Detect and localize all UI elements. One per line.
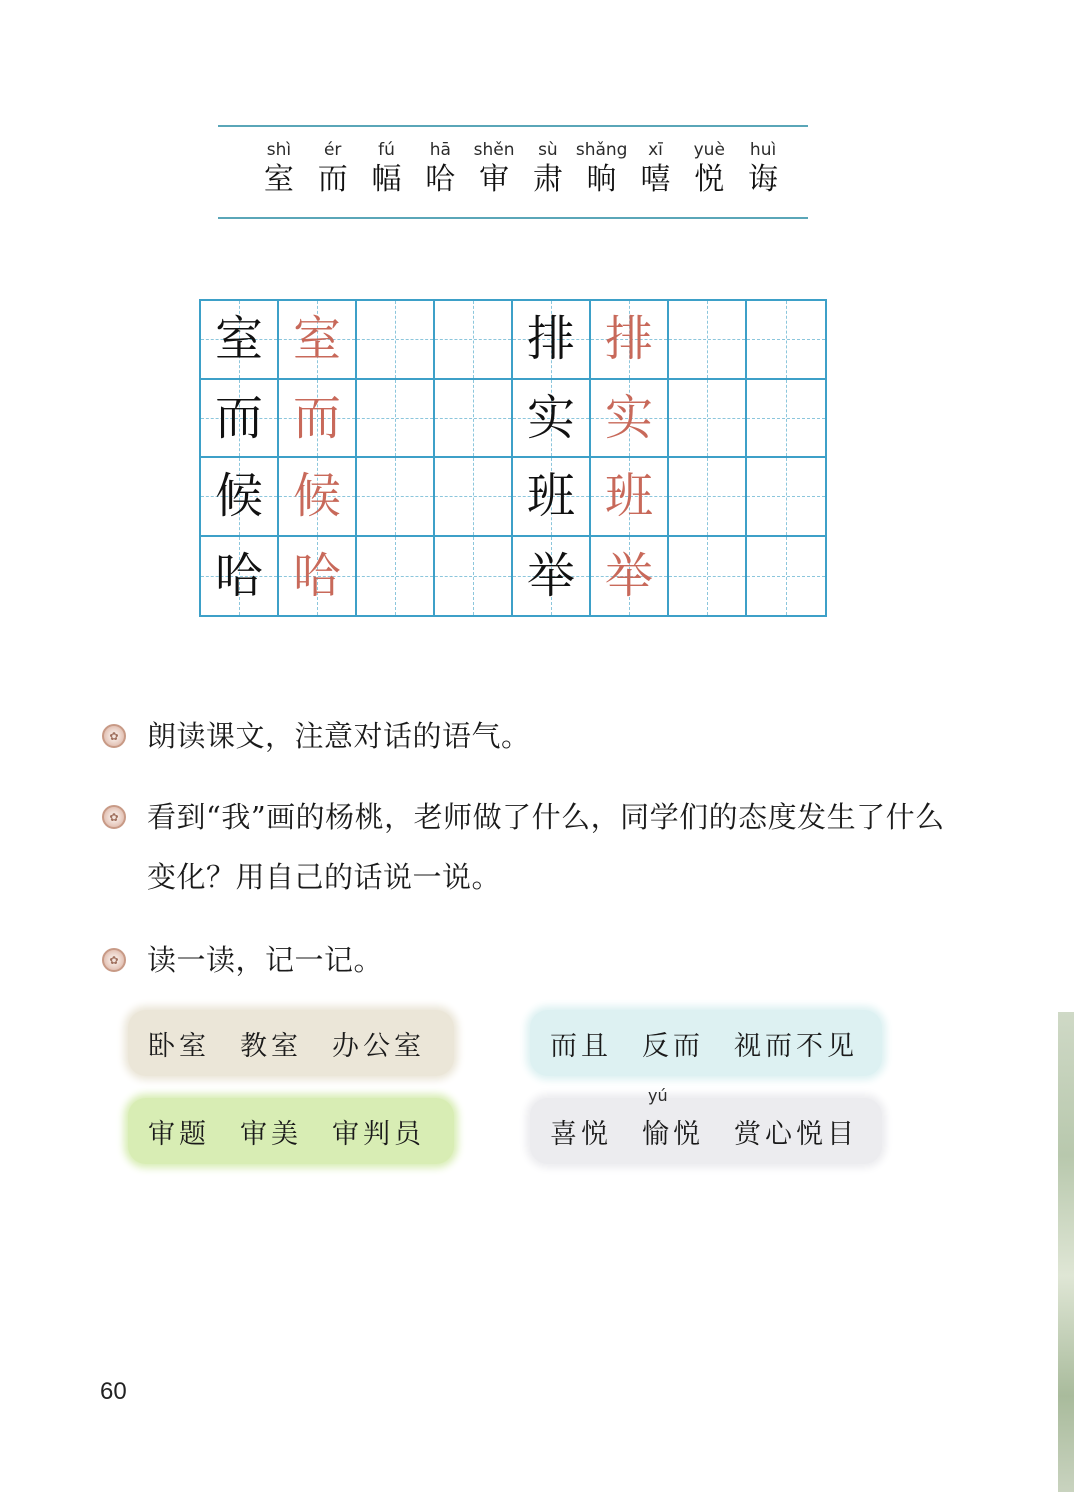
trace-char: 室	[292, 311, 341, 368]
model-char: 排	[526, 311, 575, 368]
word: 赏心悦目	[734, 1118, 858, 1150]
pinyin: hā	[429, 140, 451, 160]
grid-cell-blank[interactable]	[435, 380, 513, 459]
grid-cell-blank[interactable]	[669, 458, 747, 537]
grid-cell-blank[interactable]	[357, 301, 435, 380]
grid-cell-blank[interactable]	[747, 537, 825, 616]
model-char: 室	[214, 311, 263, 368]
model-char: 班	[526, 468, 575, 525]
grid-cell-blank[interactable]	[357, 537, 435, 616]
word: 审美	[240, 1118, 302, 1150]
pinyin: sù	[538, 140, 558, 160]
char-cell	[521, 139, 575, 199]
edge-illustration-strip	[1058, 1012, 1074, 1492]
model-char: 举	[526, 547, 575, 604]
grid-cell-model	[201, 380, 279, 459]
trace-char: 排	[604, 311, 653, 368]
hanzi: 审	[479, 162, 510, 197]
word: 喜悦	[550, 1118, 612, 1150]
exercise-bullet-icon: ✿	[102, 805, 126, 829]
word: 反而	[642, 1030, 704, 1062]
grid-cell-blank[interactable]	[747, 380, 825, 459]
grid-cell-model	[201, 458, 279, 537]
trace-char: 实	[604, 389, 653, 446]
grid-cell-trace	[279, 458, 357, 537]
model-char: 而	[214, 389, 263, 446]
grid-cell-model	[513, 537, 591, 616]
char-cell	[682, 139, 736, 199]
grid-cell-model	[201, 301, 279, 380]
word: 愉悦	[642, 1118, 704, 1150]
grid-cell-trace	[591, 458, 669, 537]
trace-char: 候	[292, 468, 341, 525]
hanzi: 室	[263, 162, 294, 197]
trace-char: 而	[292, 389, 341, 446]
word: 教室	[240, 1030, 302, 1062]
char-cell	[736, 139, 790, 199]
word: 审题	[148, 1118, 210, 1150]
grid-cell-blank[interactable]	[669, 301, 747, 380]
hanzi: 嘻	[640, 162, 671, 197]
trace-char: 班	[604, 468, 653, 525]
pinyin: fú	[378, 140, 395, 160]
exercise-text: 读一读，记一记。	[147, 943, 384, 977]
grid-cell-trace	[591, 301, 669, 380]
writing-grid	[199, 299, 827, 617]
grid-cell-trace	[279, 301, 357, 380]
grid-cell-trace	[591, 537, 669, 616]
hanzi: 肃	[532, 162, 563, 197]
grid-cell-model	[513, 458, 591, 537]
pinyin: ér	[323, 140, 342, 160]
pinyin: shǎng	[575, 140, 628, 160]
page-number: 60	[100, 1378, 127, 1405]
word: 审判员	[332, 1118, 425, 1150]
pinyin: shì	[266, 140, 292, 160]
pinyin-annotation: yú	[648, 1085, 668, 1105]
char-cell	[252, 139, 306, 199]
grid-cell-blank[interactable]	[669, 537, 747, 616]
char-cell	[467, 139, 521, 199]
grid-cell-model	[201, 537, 279, 616]
word-with-pinyin	[642, 1085, 704, 1151]
grid-cell-blank[interactable]	[357, 458, 435, 537]
grid-cell-blank[interactable]	[669, 380, 747, 459]
word: 卧室	[148, 1030, 210, 1062]
word-group-er	[530, 1010, 882, 1076]
grid-cell-model	[513, 301, 591, 380]
grid-cell-model	[513, 380, 591, 459]
pinyin: yuè	[693, 140, 725, 160]
word: 而且	[550, 1030, 612, 1062]
hanzi: 悦	[694, 162, 725, 197]
word-group-shen	[128, 1098, 454, 1164]
model-char: 哈	[214, 547, 263, 604]
hanzi: 而	[317, 162, 348, 197]
char-cell	[306, 139, 360, 199]
char-cell	[360, 139, 414, 199]
hanzi: 晌	[586, 162, 617, 197]
trace-char: 哈	[292, 547, 341, 604]
hanzi: 幅	[371, 162, 402, 197]
trace-char: 举	[604, 547, 653, 604]
word: 办公室	[332, 1030, 425, 1062]
pinyin: shěn	[473, 140, 515, 160]
char-cell	[413, 139, 467, 199]
grid-cell-trace	[279, 380, 357, 459]
grid-cell-blank[interactable]	[435, 458, 513, 537]
char-cell	[575, 139, 629, 199]
hanzi: 哈	[425, 162, 456, 197]
grid-cell-blank[interactable]	[435, 301, 513, 380]
word-group-shi	[128, 1010, 454, 1076]
model-char: 候	[214, 468, 263, 525]
exercise-text: 看到“我”画的杨桃，老师做了什么，同学们的态度发生了什么变化？用自己的话说一说。	[147, 800, 945, 894]
hanzi: 诲	[748, 162, 779, 197]
grid-cell-blank[interactable]	[747, 458, 825, 537]
exercise-bullet-icon: ✿	[102, 724, 126, 748]
grid-cell-trace	[591, 380, 669, 459]
pinyin: xī	[648, 140, 663, 160]
exercise-bullet-icon: ✿	[102, 948, 126, 972]
grid-cell-trace	[279, 537, 357, 616]
char-cell	[629, 139, 683, 199]
exercise-text: 朗读课文，注意对话的语气。	[147, 719, 531, 753]
grid-cell-blank[interactable]	[357, 380, 435, 459]
word: 视而不见	[734, 1030, 858, 1062]
grid-cell-blank[interactable]	[435, 537, 513, 616]
grid-cell-blank[interactable]	[747, 301, 825, 380]
pinyin: huì	[749, 140, 777, 160]
word-group-yue	[530, 1085, 882, 1164]
recognize-chars-strip	[218, 125, 808, 219]
model-char: 实	[526, 389, 575, 446]
